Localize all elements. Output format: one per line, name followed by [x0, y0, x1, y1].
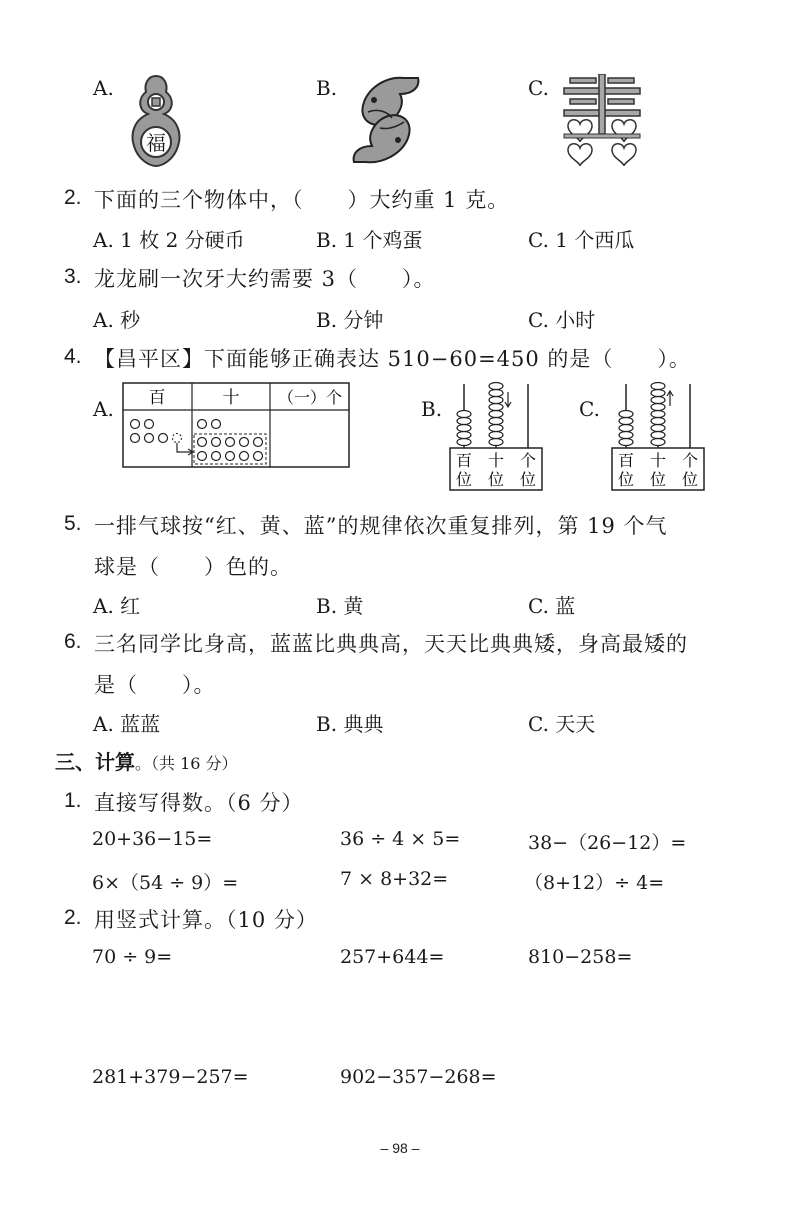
- q3-text: 龙龙刷一次牙大约需要 3（ ）。: [94, 267, 436, 291]
- abacus-c-label-hundreds: 百: [617, 451, 635, 470]
- q6-line2: 是（ ）。: [94, 673, 216, 697]
- place-value-table: [122, 382, 350, 468]
- section3-score: 。（共 16 分）: [135, 754, 238, 773]
- q6-line1: 三名同学比身高，蓝蓝比典典高，天天比典典矮，身高最矮的: [94, 632, 688, 656]
- abacus-c-label-pos1: 位: [617, 470, 635, 489]
- abacus-b-label-tens: 十: [487, 451, 505, 470]
- abacus-b-label-hundreds: 百: [455, 451, 473, 470]
- s3q1-expr-6: （8+12）÷ 4=: [524, 872, 665, 894]
- q5-option-a: A. 红: [93, 594, 141, 618]
- double-happiness-icon: [562, 74, 642, 166]
- s3q2-number: 2.: [64, 906, 82, 929]
- s3q1-expr-4: 6×（54 ÷ 9）=: [92, 872, 239, 894]
- abacus-c-label-pos2: 位: [649, 470, 667, 489]
- q4-number: 4.: [64, 345, 82, 368]
- s3q2-expr-2: 257+644=: [340, 946, 445, 968]
- s3q1-expr-5: 7 × 8+32=: [340, 868, 449, 890]
- q3-option-a: A. 秒: [93, 308, 141, 332]
- gourd-char: 福: [146, 131, 166, 155]
- abacus-c-label-pos3: 位: [681, 470, 699, 489]
- s3q1-expr-3: 38−（26−12）=: [528, 832, 687, 854]
- s3q1-number: 1.: [64, 789, 82, 812]
- q6-number: 6.: [64, 630, 82, 653]
- abacus-b-label-ones: 个: [519, 451, 537, 470]
- q5-option-b: B. 黄: [316, 594, 364, 618]
- table-header-hundreds: 百: [148, 388, 166, 408]
- table-header-tens: 十: [222, 388, 240, 408]
- page-number: – 98 –: [380, 1140, 420, 1156]
- q1-option-b-label: B.: [316, 76, 338, 100]
- s3q2-expr-1: 70 ÷ 9=: [92, 946, 173, 968]
- gourd-fu-icon: [126, 72, 186, 168]
- q2-number: 2.: [64, 186, 82, 209]
- s3q2-expr-3: 810−258=: [528, 946, 633, 968]
- section3-heading: [55, 746, 238, 775]
- q6-option-c: C. 天天: [528, 712, 596, 736]
- q5-number: 5.: [64, 512, 82, 535]
- q5-line2: 球是（ ）色的。: [94, 555, 292, 579]
- q2-option-a: A. 1 枚 2 分硬币: [93, 228, 245, 252]
- abacus-b-label-pos1: 位: [455, 470, 473, 489]
- q5-line1: 一排气球按“红、黄、蓝”的规律依次重复排列，第 19 个气: [94, 514, 668, 538]
- abacus-c: [610, 378, 706, 492]
- abacus-c-label-ones: 个: [681, 451, 699, 470]
- abacus-b-label-pos3: 位: [519, 470, 537, 489]
- s3q2-expr-4: 281+379−257=: [92, 1066, 249, 1088]
- q4-option-b-label: B.: [421, 397, 443, 421]
- twin-fish-icon: [348, 72, 424, 168]
- abacus-b: [448, 378, 544, 492]
- q6-option-b: B. 典典: [316, 712, 384, 736]
- table-header-ones: （一）个: [277, 388, 343, 407]
- s3q1-text: 直接写得数。（6 分）: [94, 791, 304, 815]
- q4-option-c-label: C.: [579, 397, 600, 421]
- abacus-b-label-pos2: 位: [487, 470, 505, 489]
- q6-option-a: A. 蓝蓝: [93, 712, 161, 736]
- q2-option-c: C. 1 个西瓜: [528, 228, 635, 252]
- q4-text: 【昌平区】下面能够正确表达 510−60=450 的是（ ）。: [94, 347, 691, 371]
- abacus-c-label-tens: 十: [649, 451, 667, 470]
- section3-title: 三、计算: [55, 750, 135, 774]
- s3q1-expr-2: 36 ÷ 4 × 5=: [340, 828, 461, 850]
- q3-option-c: C. 小时: [528, 308, 596, 332]
- q1-option-c-label: C.: [528, 76, 549, 100]
- s3q1-expr-1: 20+36−15=: [92, 828, 213, 850]
- q1-option-a-label: A.: [93, 76, 114, 100]
- q2-option-b: B. 1 个鸡蛋: [316, 228, 423, 252]
- q2-text: 下面的三个物体中，（ ）大约重 1 克。: [94, 188, 510, 212]
- s3q2-expr-5: 902−357−268=: [340, 1066, 497, 1088]
- q3-option-b: B. 分钟: [316, 308, 384, 332]
- q3-number: 3.: [64, 265, 82, 288]
- q5-option-c: C. 蓝: [528, 594, 576, 618]
- q4-option-a-label: A.: [93, 397, 114, 421]
- s3q2-text: 用竖式计算。（10 分）: [94, 908, 318, 932]
